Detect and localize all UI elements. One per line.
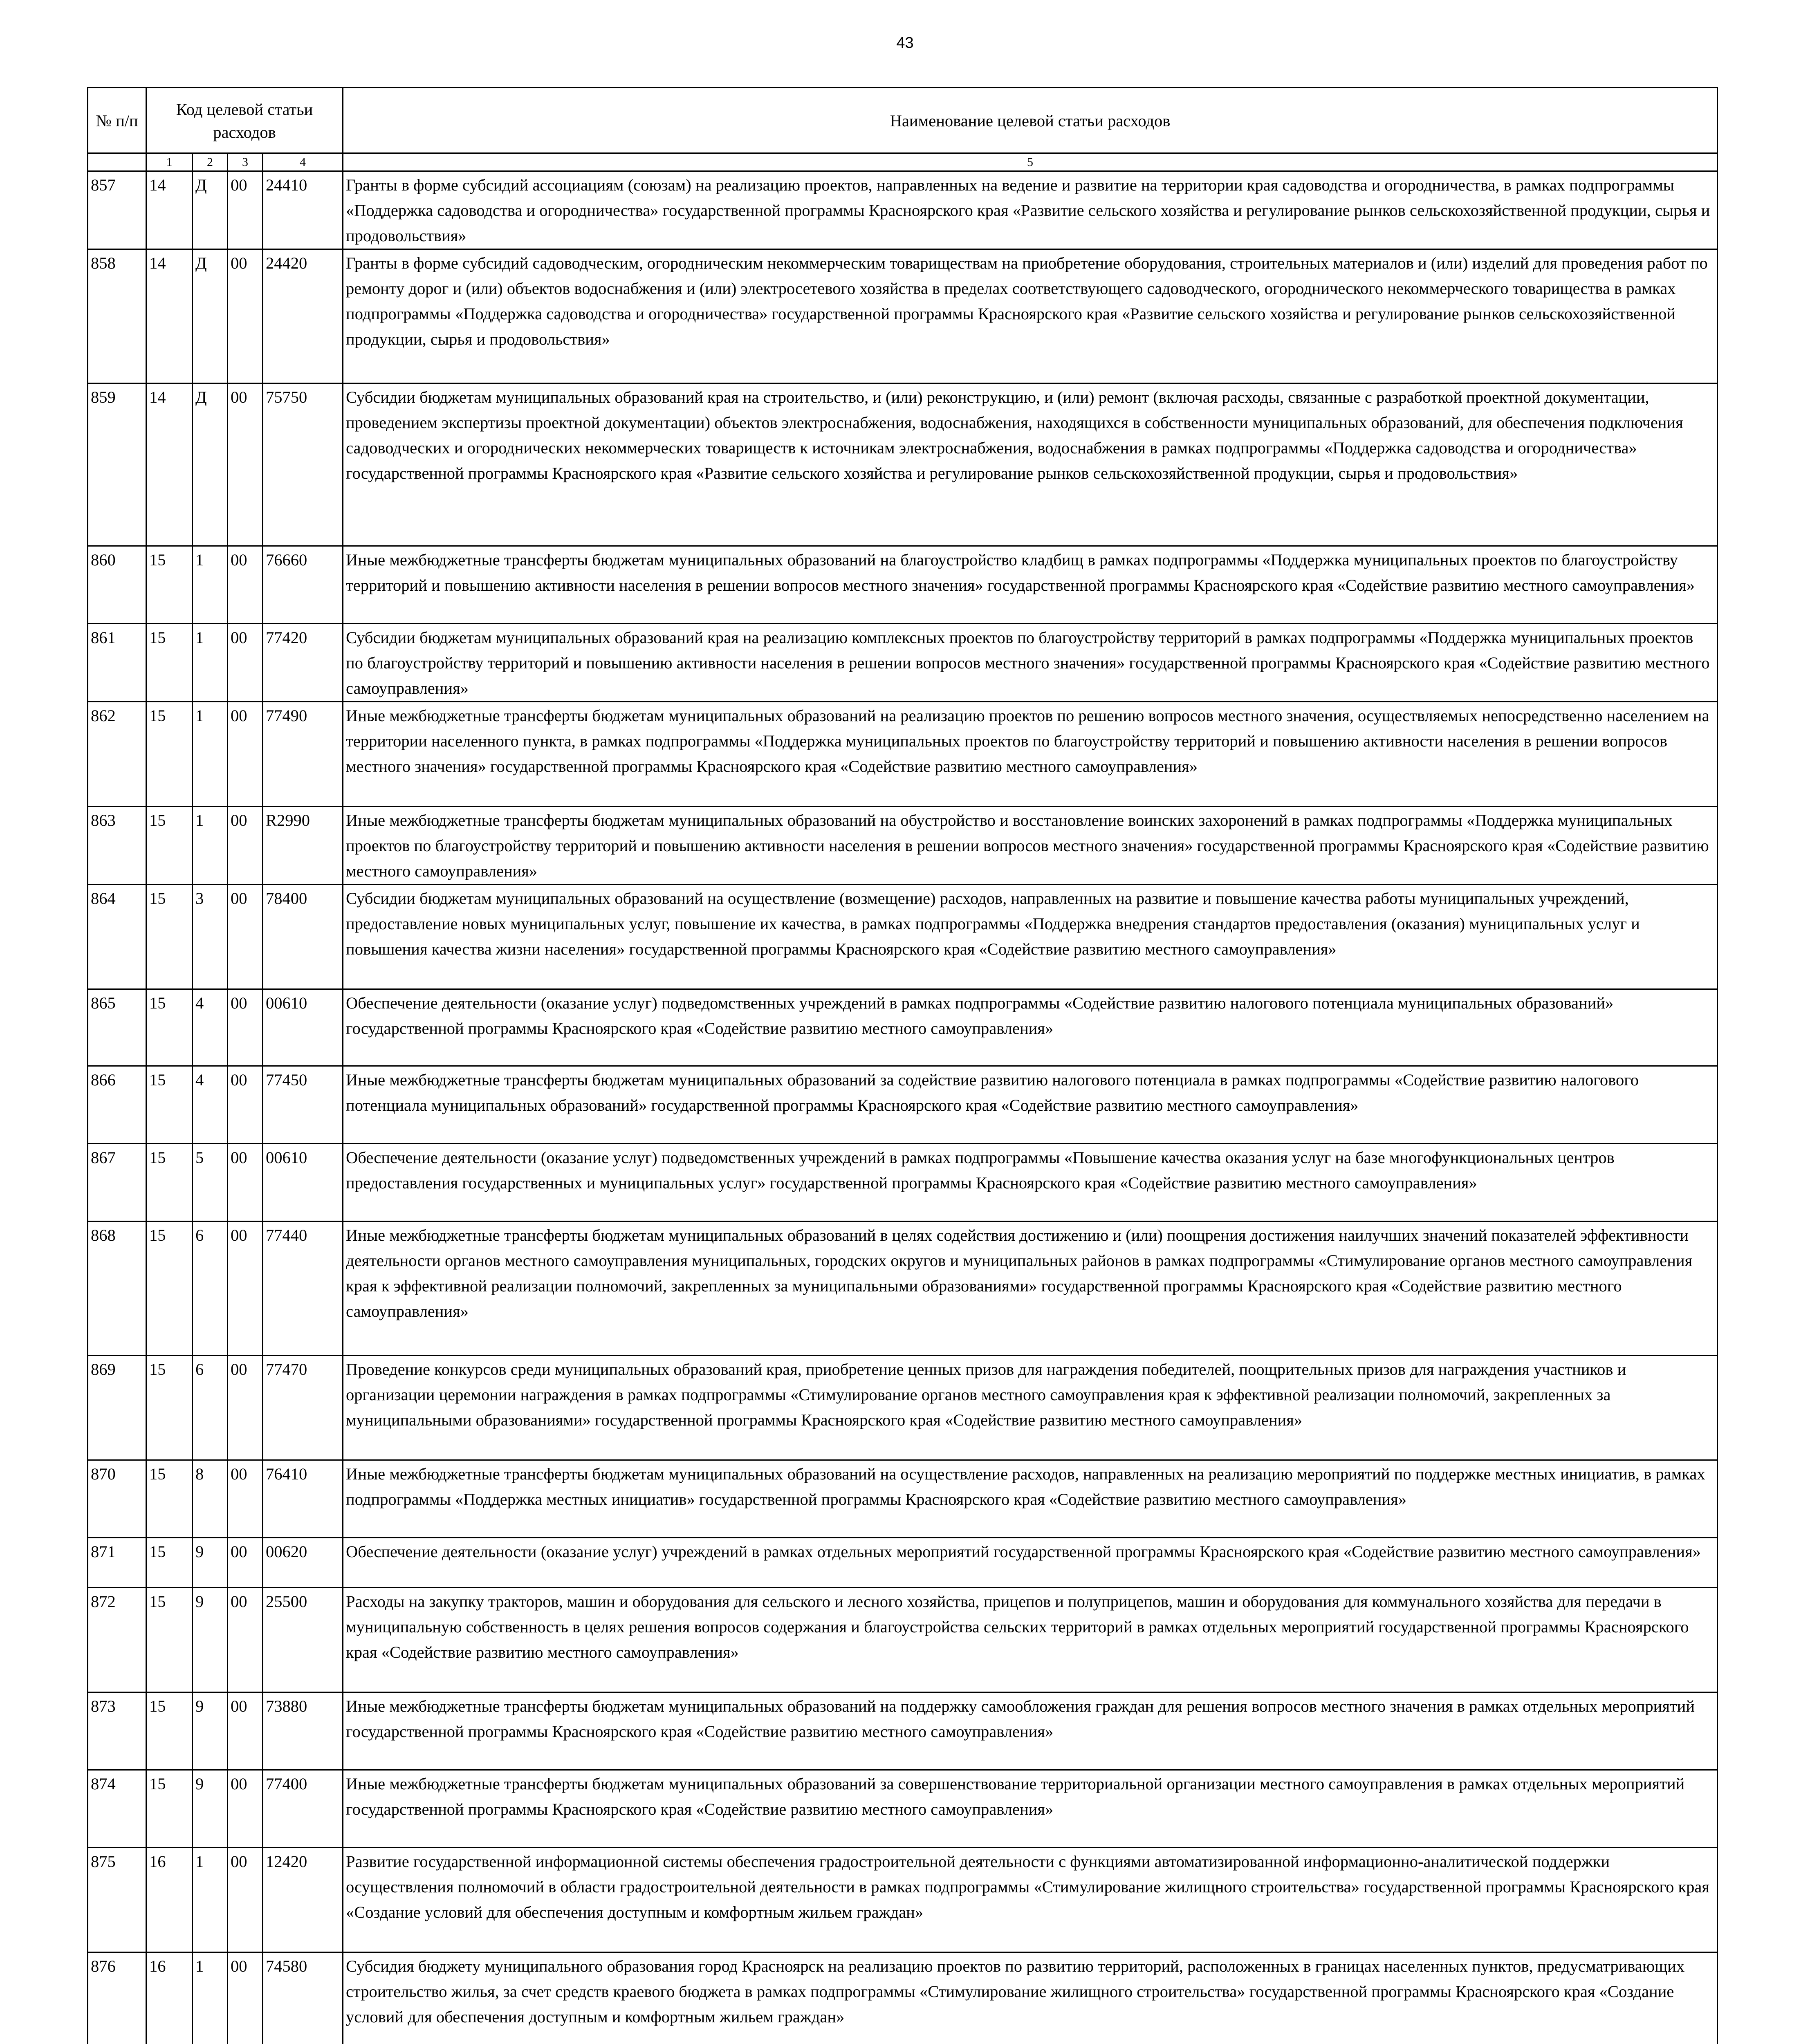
row-number: 858: [88, 249, 146, 383]
table-row: [88, 1460, 1718, 1538]
code-direction: 00: [228, 1144, 263, 1221]
code-item: 77470: [263, 1356, 343, 1460]
row-number: 873: [88, 1692, 146, 1770]
code-program: 15: [146, 1144, 193, 1221]
code-subprogram: 3: [193, 885, 228, 989]
code-program: 14: [146, 249, 193, 383]
header-row: [88, 88, 1718, 153]
table-row: [88, 1692, 1718, 1770]
code-program: 16: [146, 1848, 193, 1952]
row-number: 859: [88, 383, 146, 546]
code-program: 15: [146, 1066, 193, 1144]
code-subprogram: 6: [193, 1356, 228, 1460]
row-name: Иные межбюджетные трансферты бюджетам муниципальных образований в целях содействия достижению и (или) поощрения достижения наилучших значений показателей эффективности деятельности органов местного самоуправления муниципальных, городских округов и муниципальных районов в рамках подпрограммы «Стимулирование органов местного самоуправления края к эффективной реализации полномочий, закрепленных за муниципальными образованиями» государственной программы Красноярского края «Содействие развитию местного самоуправления»: [343, 1221, 1718, 1356]
code-direction: 00: [228, 1538, 263, 1588]
code-subprogram: 1: [193, 546, 228, 624]
row-name: Субсидии бюджетам муниципальных образований на осуществление (возмещение) расходов, направленных на развитие и повышение качества работы муниципальных учреждений, предоставление новых муниципальных услуг, повышение их качества, в рамках подпрограммы «Поддержка внедрения стандартов предоставления (оказания) муниципальных услуг и повышения качества жизни населения» государственной программы Красноярского края «Содействие развитию местного самоуправления»: [343, 885, 1718, 989]
code-subprogram: 5: [193, 1144, 228, 1221]
colnum-2: 2: [193, 153, 228, 171]
table-row: [88, 1144, 1718, 1221]
row-name: Гранты в форме субсидий ассоциациям (союзам) на реализацию проектов, направленных на ведение и развитие на территории края садоводства и огородничества, в рамках подпрограммы «Поддержка садоводства и огородничества» государственной программы Красноярского края «Развитие сельского хозяйства и регулирование рынков сельскохозяйственной продукции, сырья и продовольствия»: [343, 171, 1718, 249]
code-subprogram: 1: [193, 1848, 228, 1952]
row-name: Гранты в форме субсидий садоводческим, огородническим некоммерческим товариществам на приобретение оборудования, строительных материалов и (или) изделий для проведения работ по ремонту дорог и (или) объектов водоснабжения и (или) электросетевого хозяйства в пределах соответствующего садоводческого, огороднического некоммерческого товарищества в рамках подпрограммы «Поддержка садоводства и огородничества» государственной программы Красноярского края «Развитие сельского хозяйства и регулирование рынков сельскохозяйственной продукции, сырья и продовольствия»: [343, 249, 1718, 383]
row-number: 870: [88, 1460, 146, 1538]
code-program: 15: [146, 1588, 193, 1692]
table-body: [88, 171, 1718, 2044]
column-numbers-row: [88, 153, 1718, 171]
code-direction: 00: [228, 702, 263, 807]
code-item: 74580: [263, 1952, 343, 2044]
row-name: Обеспечение деятельности (оказание услуг) подведомственных учреждений в рамках подпрограммы «Повышение качества оказания услуг на базе многофункциональных центров предоставления государственных и муниципальных услуг» государственной программы Красноярского края «Содействие развитию местного самоуправления»: [343, 1144, 1718, 1221]
colnum-blank: [88, 153, 146, 171]
code-item: 24420: [263, 249, 343, 383]
row-number: 861: [88, 624, 146, 702]
code-direction: 00: [228, 171, 263, 249]
row-number: 875: [88, 1848, 146, 1952]
code-direction: 00: [228, 1460, 263, 1538]
code-subprogram: 1: [193, 624, 228, 702]
code-subprogram: 9: [193, 1692, 228, 1770]
row-name: Проведение конкурсов среди муниципальных образований края, приобретение ценных призов для награждения победителей, поощрительных призов для награждения участников и организации церемонии награждения в рамках подпрограммы «Стимулирование органов местного самоуправления края к эффективной реализации полномочий, закрепленных за муниципальными образованиями» государственной программы Красноярского края «Содействие развитию местного самоуправления»: [343, 1356, 1718, 1460]
code-direction: 00: [228, 1588, 263, 1692]
code-program: 15: [146, 1692, 193, 1770]
code-direction: 00: [228, 1066, 263, 1144]
code-program: 15: [146, 624, 193, 702]
code-program: 15: [146, 546, 193, 624]
code-item: 75750: [263, 383, 343, 546]
table-row: [88, 1952, 1718, 2044]
code-item: 24410: [263, 171, 343, 249]
table-row: [88, 1356, 1718, 1460]
code-program: 15: [146, 1538, 193, 1588]
row-name: Субсидия бюджету муниципального образования город Красноярск на реализацию проектов по развитию территорий, расположенных в границах населенных пунктов, предусматривающих строительство жилья, за счет средств краевого бюджета в рамках подпрограммы «Стимулирование жилищного строительства» государственной программы Красноярского края «Создание условий для обеспечения доступным и комфортным жильем граждан»: [343, 1952, 1718, 2044]
row-number: 863: [88, 807, 146, 885]
row-name: Обеспечение деятельности (оказание услуг) учреждений в рамках отдельных мероприятий государственной программы Красноярского края «Содействие развитию местного самоуправления»: [343, 1538, 1718, 1588]
page-number: 43: [896, 34, 914, 52]
row-number: 868: [88, 1221, 146, 1356]
table-row: [88, 546, 1718, 624]
row-number: 872: [88, 1588, 146, 1692]
code-subprogram: Д: [193, 383, 228, 546]
row-number: 860: [88, 546, 146, 624]
row-name: Иные межбюджетные трансферты бюджетам муниципальных образований на обустройство и восстановление воинских захоронений в рамках подпрограммы «Поддержка муниципальных проектов по благоустройству территорий и повышению активности населения в решении вопросов местного значения» государственной программы Красноярского края «Содействие развитию местного самоуправления»: [343, 807, 1718, 885]
row-number: 866: [88, 1066, 146, 1144]
code-program: 15: [146, 885, 193, 989]
code-subprogram: 4: [193, 1066, 228, 1144]
row-number: 867: [88, 1144, 146, 1221]
code-subprogram: 1: [193, 807, 228, 885]
code-program: 14: [146, 171, 193, 249]
code-item: 77440: [263, 1221, 343, 1356]
code-program: 15: [146, 807, 193, 885]
colnum-1: 1: [146, 153, 193, 171]
code-program: 15: [146, 1770, 193, 1848]
code-subprogram: 1: [193, 702, 228, 807]
code-item: 00610: [263, 1144, 343, 1221]
code-subprogram: 9: [193, 1770, 228, 1848]
table-row: [88, 624, 1718, 702]
header-num: № п/п: [88, 88, 146, 153]
code-program: 15: [146, 1460, 193, 1538]
row-name: Иные межбюджетные трансферты бюджетам муниципальных образований за содействие развитию налогового потенциала в рамках подпрограммы «Содействие развитию налогового потенциала муниципальных образований» государственной программы Красноярского края «Содействие развитию местного самоуправления»: [343, 1066, 1718, 1144]
table-row: [88, 1538, 1718, 1588]
table-row: [88, 1221, 1718, 1356]
code-subprogram: Д: [193, 171, 228, 249]
colnum-5: 5: [343, 153, 1718, 171]
code-item: 77450: [263, 1066, 343, 1144]
code-item: 00610: [263, 989, 343, 1066]
table-row: [88, 1066, 1718, 1144]
code-subprogram: 8: [193, 1460, 228, 1538]
code-item: 25500: [263, 1588, 343, 1692]
table-row: [88, 249, 1718, 383]
row-name: Иные межбюджетные трансферты бюджетам муниципальных образований на благоустройство кладбищ в рамках подпрограммы «Поддержка муниципальных проектов по благоустройству территорий и повышению активности населения в решении вопросов местного значения» государственной программы Красноярского края «Содействие развитию местного самоуправления»: [343, 546, 1718, 624]
code-program: 15: [146, 1356, 193, 1460]
code-program: 15: [146, 989, 193, 1066]
code-direction: 00: [228, 1356, 263, 1460]
code-subprogram: 4: [193, 989, 228, 1066]
code-program: 15: [146, 1221, 193, 1356]
code-item: 00620: [263, 1538, 343, 1588]
code-direction: 00: [228, 885, 263, 989]
row-number: 869: [88, 1356, 146, 1460]
row-name: Расходы на закупку тракторов, машин и оборудования для сельского и лесного хозяйства, прицепов и полуприцепов, машин и оборудования для коммунального хозяйства для передачи в муниципальную собственность в целях решения вопросов содержания и благоустройства сельских территорий в рамках отдельных мероприятий государственной программы Красноярского края «Содействие развитию местного самоуправления»: [343, 1588, 1718, 1692]
row-name: Субсидии бюджетам муниципальных образований края на строительство, и (или) реконструкцию, и (или) ремонт (включая расходы, связанные с разработкой проектной документации, проведением экспертизы проектной документации) объектов электроснабжения, водоснабжения, находящихся в собственности муниципальных образований, для обеспечения подключения садоводческих и огороднических некоммерческих товариществ к источникам электроснабжения, водоснабжения в рамках подпрограммы «Поддержка садоводства и огородничества» государственной программы Красноярского края «Развитие сельского хозяйства и регулирование рынков сельскохозяйственной продукции, сырья и продовольствия»: [343, 383, 1718, 546]
code-item: R2990: [263, 807, 343, 885]
code-direction: 00: [228, 1848, 263, 1952]
code-item: 12420: [263, 1848, 343, 1952]
code-item: 76660: [263, 546, 343, 624]
colnum-4: 4: [263, 153, 343, 171]
code-subprogram: 9: [193, 1538, 228, 1588]
colnum-3: 3: [228, 153, 263, 171]
code-item: 77400: [263, 1770, 343, 1848]
table-row: [88, 1848, 1718, 1952]
code-program: 14: [146, 383, 193, 546]
code-item: 76410: [263, 1460, 343, 1538]
table-row: [88, 807, 1718, 885]
code-subprogram: Д: [193, 249, 228, 383]
table-row: [88, 383, 1718, 546]
code-direction: 00: [228, 383, 263, 546]
row-number: 864: [88, 885, 146, 989]
header-name: Наименование целевой статьи расходов: [343, 88, 1718, 153]
row-name: Иные межбюджетные трансферты бюджетам муниципальных образований на поддержку самообложения граждан для решения вопросов местного значения в рамках отдельных мероприятий государственной программы Красноярского края «Содействие развитию местного самоуправления»: [343, 1692, 1718, 1770]
table-row: [88, 1770, 1718, 1848]
code-subprogram: 1: [193, 1952, 228, 2044]
row-number: 871: [88, 1538, 146, 1588]
row-name: Субсидии бюджетам муниципальных образований края на реализацию комплексных проектов по благоустройству территорий в рамках подпрограммы «Поддержка муниципальных проектов по благоустройству территорий и повышению активности населения в решении вопросов местного значения» государственной программы Красноярского края «Содействие развитию местного самоуправления»: [343, 624, 1718, 702]
row-name: Иные межбюджетные трансферты бюджетам муниципальных образований на осуществление расходов, направленных на реализацию мероприятий по поддержке местных инициатив, в рамках подпрограммы «Поддержка местных инициатив» государственной программы Красноярского края «Содействие развитию местного самоуправления»: [343, 1460, 1718, 1538]
code-direction: 00: [228, 1770, 263, 1848]
code-subprogram: 9: [193, 1588, 228, 1692]
row-name: Обеспечение деятельности (оказание услуг) подведомственных учреждений в рамках подпрограммы «Содействие развитию налогового потенциала муниципальных образований» государственной программы Красноярского края «Содействие развитию местного самоуправления»: [343, 989, 1718, 1066]
code-item: 73880: [263, 1692, 343, 1770]
row-number: 857: [88, 171, 146, 249]
table-row: [88, 171, 1718, 249]
budget-classification-table: [87, 87, 1718, 2044]
row-number: 865: [88, 989, 146, 1066]
row-name: Иные межбюджетные трансферты бюджетам муниципальных образований на реализацию проектов по решению вопросов местного значения, осуществляемых непосредственно населением на территории населенного пункта, в рамках подпрограммы «Поддержка муниципальных проектов по благоустройству территорий и повышению активности населения в решении вопросов местного значения» государственной программы Красноярского края «Содействие развитию местного самоуправления»: [343, 702, 1718, 807]
row-number: 876: [88, 1952, 146, 2044]
table-row: [88, 702, 1718, 807]
row-name: Иные межбюджетные трансферты бюджетам муниципальных образований за совершенствование территориальной организации местного самоуправления в рамках отдельных мероприятий государственной программы Красноярского края «Содействие развитию местного самоуправления»: [343, 1770, 1718, 1848]
code-item: 77420: [263, 624, 343, 702]
code-direction: 00: [228, 624, 263, 702]
code-direction: 00: [228, 1221, 263, 1356]
row-number: 874: [88, 1770, 146, 1848]
code-direction: 00: [228, 807, 263, 885]
code-direction: 00: [228, 1952, 263, 2044]
table-row: [88, 1588, 1718, 1692]
table-row: [88, 989, 1718, 1066]
code-program: 15: [146, 702, 193, 807]
code-direction: 00: [228, 249, 263, 383]
table-row: [88, 885, 1718, 989]
code-direction: 00: [228, 1692, 263, 1770]
header-code: Код целевой статьи расходов: [146, 88, 343, 153]
code-item: 77490: [263, 702, 343, 807]
code-direction: 00: [228, 989, 263, 1066]
row-name: Развитие государственной информационной системы обеспечения градостроительной деятельности с функциями автоматизированной информационно-аналитической поддержки осуществления полномочий в области градостроительной деятельности в рамках подпрограммы «Стимулирование жилищного строительства» государственной программы Красноярского края «Создание условий для обеспечения доступным и комфортным жильем граждан»: [343, 1848, 1718, 1952]
code-direction: 00: [228, 546, 263, 624]
code-program: 16: [146, 1952, 193, 2044]
code-subprogram: 6: [193, 1221, 228, 1356]
code-item: 78400: [263, 885, 343, 989]
row-number: 862: [88, 702, 146, 807]
